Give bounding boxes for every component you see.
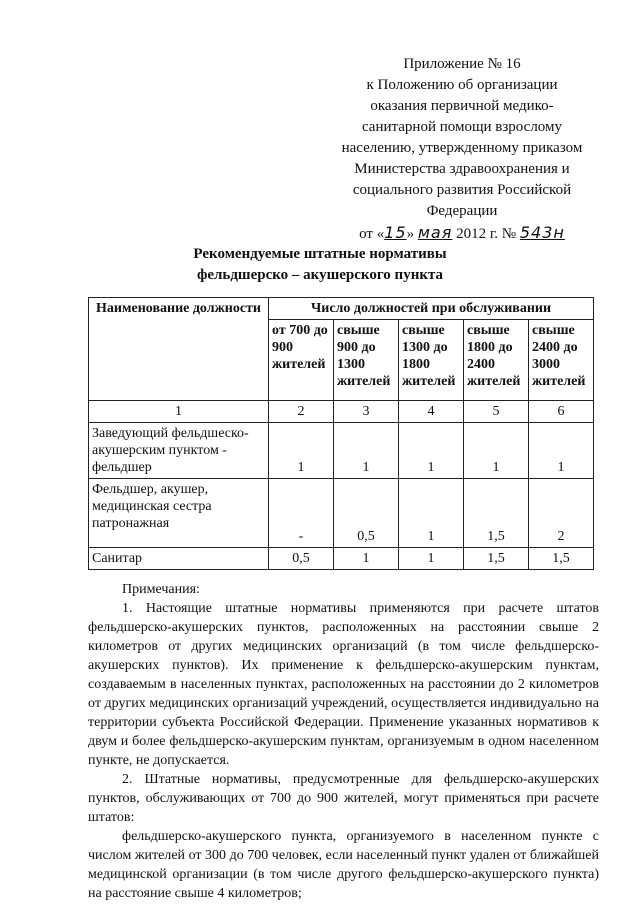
staffing-table [88,297,594,570]
column-number-row [89,401,594,423]
column-header-700-900: от 700 до 900 жителей [269,320,334,401]
document-title [0,244,640,286]
date-prefix: от « [359,226,385,242]
table-cell: 1 [464,423,529,479]
table-cell: 1 [334,548,399,570]
table-cell: 1 [399,423,464,479]
table-cell: 0,5 [269,548,334,570]
handwritten-month: мая [417,223,453,242]
header-line-5: населению, утвержденному приказом [341,140,583,156]
column-number: 6 [529,401,594,423]
table-cell: 1 [399,548,464,570]
handwritten-day: 15 [384,223,407,242]
note-paragraph-2: 2. Штатные нормативы, предусмотренные для фельдшерско-акушерских пунктов, обслуживающих от 700 до 900 жителей, могут применяться при расчете штатов: [88,772,599,825]
table-cell: 1,5 [529,548,594,570]
header-line-7: социального развития Российской [352,182,572,198]
column-header-1800-2400: свыше 1800 до 2400 жителей [464,320,529,401]
header-line-3: оказания первичной медико- [370,98,554,114]
position-name: Фельдшер, акушер, медицинская сестра патронажная [89,479,269,548]
column-number: 5 [464,401,529,423]
header-line-2: к Положению об организации [366,77,558,93]
column-group-header: Число должностей при обслуживании [269,298,594,320]
position-name: Заведующий фельдшеско-акушерским пунктом - фельдшер [89,423,269,479]
table-cell: 1,5 [464,479,529,548]
column-header-1300-1800: свыше 1300 до 1800 жителей [399,320,464,401]
table-cell: - [269,479,334,548]
column-number: 1 [89,401,269,423]
table-cell: 1 [529,423,594,479]
notes-section [88,580,599,903]
column-header-position: Наименование должности [89,298,269,401]
note-paragraph-1: 1. Настоящие штатные нормативы применяются при расчете штатов фельдшерско-акушерских пунктов, расположенных на расстоянии свыше 2 километров от других медицинских организаций (в том числе фельдшерско-акушерских пунктов). Их применение к фельдшерско-акушерским пунктам, создаваемым в населенных пунктах, расположенных на расстоянии до 2 километров от других медицинских организаций учреждений, осуществляется индивидуально на территории субъекта Российской Федерации. Применение указанных нормативов к двум и более фельдшерско-акушерским пунктам, организуемым в одном населенном пункте, не допускается. [88,601,599,768]
table-header-row [89,298,594,320]
appendix-header [320,54,604,245]
table-cell: 1,5 [464,548,529,570]
date-year: 2012 г. № [456,226,517,242]
header-line-6: Министерства здравоохранения и [354,161,570,177]
table-row [89,548,594,570]
order-date-line [320,222,604,245]
column-number: 4 [399,401,464,423]
note-paragraph-3: фельдшерско-акушерского пункта, организуемого в населенном пункте с числом жителей от 300 до 700 человек, если населенный пункт удален от ближайшей медицинской организации (в том числе другого фельдшерско-акушерского пункта) на расстояние свыше 4 километров; [88,829,599,901]
table-row [89,423,594,479]
table-cell: 1 [269,423,334,479]
column-number: 2 [269,401,334,423]
table-cell: 2 [529,479,594,548]
column-number: 3 [334,401,399,423]
header-line-4: санитарной помощи взрослому [361,119,563,135]
column-header-2400-3000: свыше 2400 до 3000 жителей [529,320,594,401]
notes-heading: Примечания: [122,582,200,597]
title-line-2: фельдшерско – акушерского пункта [196,267,444,283]
table-cell: 1 [334,423,399,479]
position-name: Санитар [89,548,269,570]
column-header-900-1300: свыше 900 до 1300 жителей [334,320,399,401]
date-mid: » [406,226,415,242]
table-cell: 0,5 [334,479,399,548]
header-line-8: Федерации [426,203,498,219]
handwritten-order-number: 543н [519,223,565,242]
appendix-number: Приложение № 16 [403,56,521,72]
title-line-1: Рекомендуемые штатные нормативы [193,246,447,262]
table-cell: 1 [399,479,464,548]
table-row [89,479,594,548]
